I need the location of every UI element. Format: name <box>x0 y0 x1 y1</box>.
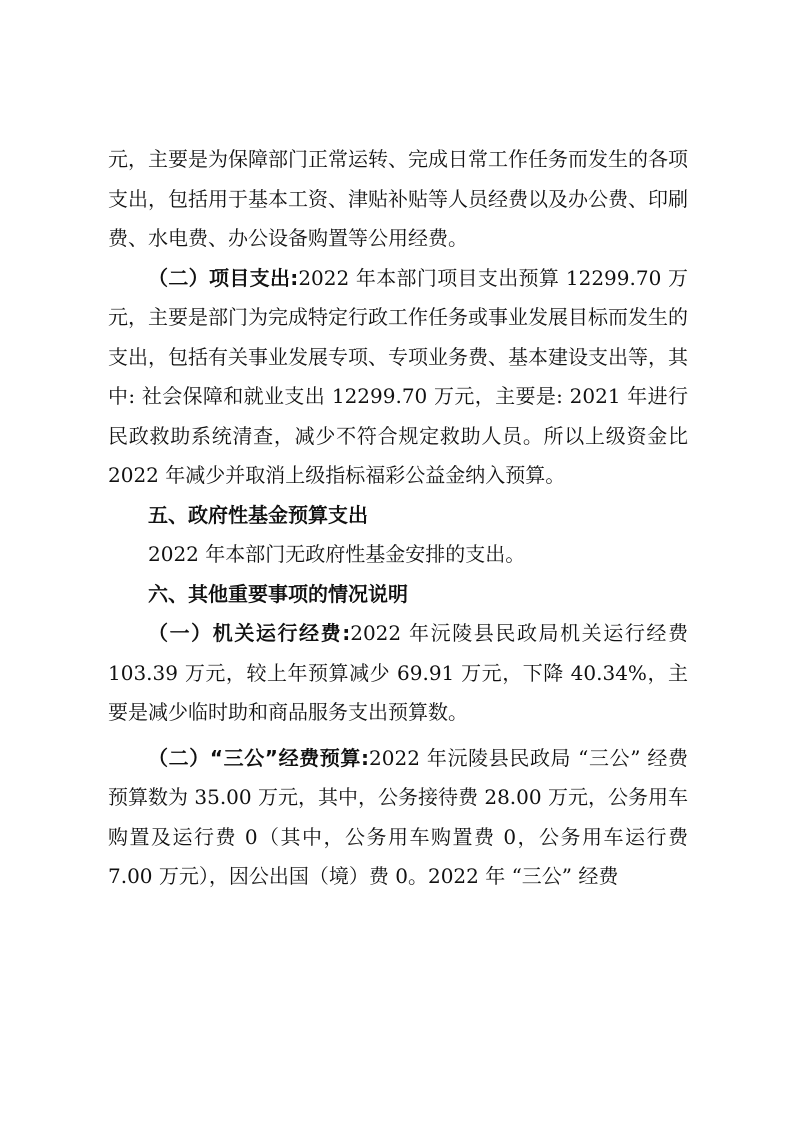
paragraph-operating-expenses <box>108 614 688 733</box>
project-expenditure-label: （二）项目支出: <box>148 265 299 290</box>
operating-expenses-label: （一）机关运行经费: <box>148 621 351 645</box>
paragraph-basic-expenditure-continued: 元，主要是为保障部门正常运转、完成日常工作任务而发生的各项支出，包括用于基本工资、津贴补贴等人员经费以及办公费、印刷费、水电费、办公设备购置等公用经费。 <box>108 147 688 250</box>
three-public-expenses-label: （二）“三公”经费预算: <box>148 745 370 770</box>
project-expenditure-text: 2022 年本部门项目支出预算 12299.70 万元，主要是部门为完成特定行政工作任务或事业发展目标而发生的支出，包括有关事业发展专项、专项业务费、基本建设支出等，其中: 社会保障和就业支出 12299.70 万元，主要是: 2021 年进行民政救助系统清查，减少不符合规定救助人员。所以上级资金比 2022 年减少并取消上级指标福彩公益金纳入预算。 <box>108 265 688 487</box>
paragraph-government-fund: 2022 年本部门无政府性基金安排的支出。 <box>148 542 526 566</box>
three-public-expenses-text: 2022 年沅陵县民政局 “三公” 经费预算数为 35.00 万元，其中，公务接待费 28.00 万元，公务用车购置及运行费 0（其中，公务用车购置费 0，公务用车运行费 7.00 万元），因公出国（境）费 0。2022 年 “三公” 经费 <box>108 745 688 888</box>
document-body <box>108 140 688 897</box>
section-heading-6: 六、其他重要事项的情况说明 <box>148 581 408 606</box>
section-heading-5: 五、政府性基金预算支出 <box>148 502 368 527</box>
paragraph-project-expenditure <box>108 259 688 496</box>
operating-expenses-text: 2022 年沅陵县民政局机关运行经费 103.39 万元，较上年预算减少 69.91 万元，下降 40.34%，主要是减少临时助和商品服务支出预算数。 <box>108 621 688 724</box>
paragraph-three-public-expenses <box>108 739 688 897</box>
